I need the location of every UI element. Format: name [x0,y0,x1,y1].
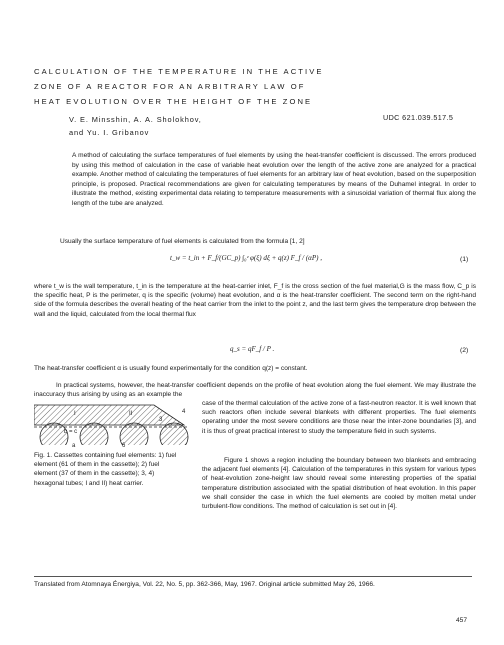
footnote-divider [34,576,472,577]
paper-title [34,64,474,109]
figure-label: I [74,411,76,417]
author-list [69,113,202,139]
title-line: CALCULATION OF THE TEMPERATURE IN THE ACTIVE [34,67,324,76]
abstract: A method of calculating the surface temperatures of fuel elements by using the heat-transfer coefficient is discussed. The errors produced by using this method of calculation in the case of variable heat evolution over the length of the active zone are analyzed for a practical example. Another method of calculating the temperatures of fuel elements for an arbitrary law of heat evolution, based on the superposition principle, is proposed. Practical recommendations are given for calculating temperatures by means of the Duhamel integral. In order to illustrate the method, existing experimental data relating to temperature measurements with a sinusoidal variation of thermal flux along the length of the tube are analyzed. [72,152,476,207]
figure-label: 6 [122,443,126,449]
body-paragraph: where t_w is the wall temperature, t_in is the temperature at the heat-carrier inlet, F_f is the cross section of the fuel material,G is the mass flow, C_p is the specific heat, P is the perimeter, q is the specific (volume) heat evolution, and α is the heat-transfer coefficient. The second term on the right-hand side of the formula describes the overall heating of the heat carrier from the inlet to the point z, and the last term gives the temperature drop between the wall and the liquid, calculated from the local thermal flux [34,283,476,318]
figure-1-bottom-labels [34,440,184,450]
title-line: ZONE OF A REACTOR FOR AN ARBITRARY LAW OF [34,82,306,91]
figure-caption: Fig. 1. Cassettes containing fuel elements: 1) fuel element (61 of them in the cassette); 2) fuel element (37 of them in the cassette); 3, 4) hexagonal tubes; I and II) heat carrier. [34,452,177,487]
equation-2-number: (2) [460,347,469,354]
equation-1-number: (1) [460,256,469,263]
footnote: Translated from Atomnaya Énergiya, Vol. 22, No. 5, pp. 362-366, May, 1967. Original article submitted May 26, 1966. [34,581,375,588]
figure-1-cassettes [34,403,194,445]
body-paragraph: The heat-transfer coefficient α is usually found experimentally for the condition q(z) = constant. [34,365,308,372]
udc-code: UDC 621.039.517.5 [383,113,454,122]
page-number: 457 [456,617,468,624]
body-paragraph: In practical systems, however, the heat-transfer coefficient depends on the profile of heat evolution along the fuel element. We may illustrate the inaccuracy thus arising by using as an example the [34,382,476,399]
figure-label: b = c [64,429,78,435]
figure-label: a [72,443,76,449]
body-paragraph: Figure 1 shows a region including the boundary between two blankets and embracing the adjacent fuel elements [4]. Calculation of the temperatures in this system for various types of heat-evolution zone-height law should reveal some interesting properties of the spatial temperature distribution associated with the spatial distribution of heat evolution. In this paper we shall consider the case in which the fuel elements are cooled by molten metal under turbulent-flow conditions. The method of calculation is set out in [4]. [202,457,476,511]
body-paragraph: Usually the surface temperature of fuel elements is calculated from the formula [1, 2] [60,238,305,245]
authors-line: and Yu. I. Gribanov [69,128,150,137]
body-paragraph: case of the thermal calculation of the active zone of a fast-neutron reactor. It is well known that such reactors often include several blankets with different properties. The fuel elements operating under the most severe conditions are those near the inter-zone boundaries [3], and it is thus of great practical interest to study the temperature field in such systems. [202,400,476,435]
title-line: HEAT EVOLUTION OVER THE HEIGHT OF THE ZONE [34,97,313,106]
equation-2: q_s = qF_f / P . [230,345,275,353]
figure-label: 4 [182,409,186,415]
figure-label: 3 [159,417,163,423]
equation-1: t_w = t_in + F_f/(GC_p) ∫₀ᶻ φ(ξ) dξ + q(z) F_f / (αP) , [170,254,322,262]
authors-line: V. E. Minsshin, A. A. Sholokhov, [69,115,202,124]
figure-label: II [129,411,133,417]
